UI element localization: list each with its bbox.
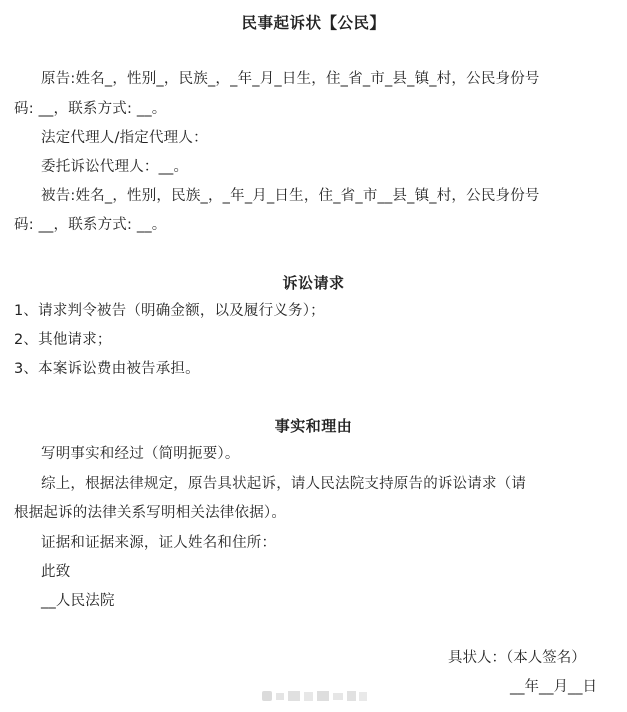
court-name: __人民法院: [41, 593, 115, 609]
summary-line-2: 根据起诉的法律关系写明相关法律依据）。: [14, 505, 287, 521]
facts-line-1: 写明事实和经过（简明扼要）。: [41, 446, 240, 462]
plaintiff-line-2: 码: __，联系方式: __。: [14, 101, 167, 117]
plaintiff-line-1: 原告:姓名_，性别_，民族_，_年_月_日生，住_省_市_县_镇_村，公民身份号: [41, 71, 540, 87]
summary-line-1: 综上，根据法律规定，原告具状起诉，请人民法院支持原告的诉讼请求（请: [41, 476, 527, 492]
watermark-mark: [262, 688, 368, 704]
date-line: __年__月__日: [510, 679, 597, 695]
closing-to: 此致: [41, 564, 71, 580]
claim-item-3: 3、本案诉讼费由被告承担。: [14, 361, 200, 377]
evidence-line: 证据和证据来源，证人姓名和住所：: [41, 535, 277, 551]
claims-heading: 诉讼请求: [282, 274, 345, 292]
claim-item-1: 1、请求判令被告（明确金额，以及履行义务）；: [14, 303, 325, 319]
entrusted-agent-line: 委托诉讼代理人：__。: [41, 159, 189, 175]
facts-heading: 事实和理由: [274, 417, 353, 435]
claim-item-2: 2、其他请求；: [14, 332, 112, 348]
defendant-line-1: 被告:姓名_，性别，民族_，_年_月_日生，住_省_市__县_镇_村，公民身份号: [41, 188, 540, 204]
legal-agent-line: 法定代理人/指定代理人：: [41, 130, 208, 146]
defendant-line-2: 码: __，联系方式: __。: [14, 217, 167, 233]
document-title: 民事起诉状【公民】: [241, 14, 386, 32]
signer-line: 具状人：（本人签名）: [448, 650, 586, 666]
